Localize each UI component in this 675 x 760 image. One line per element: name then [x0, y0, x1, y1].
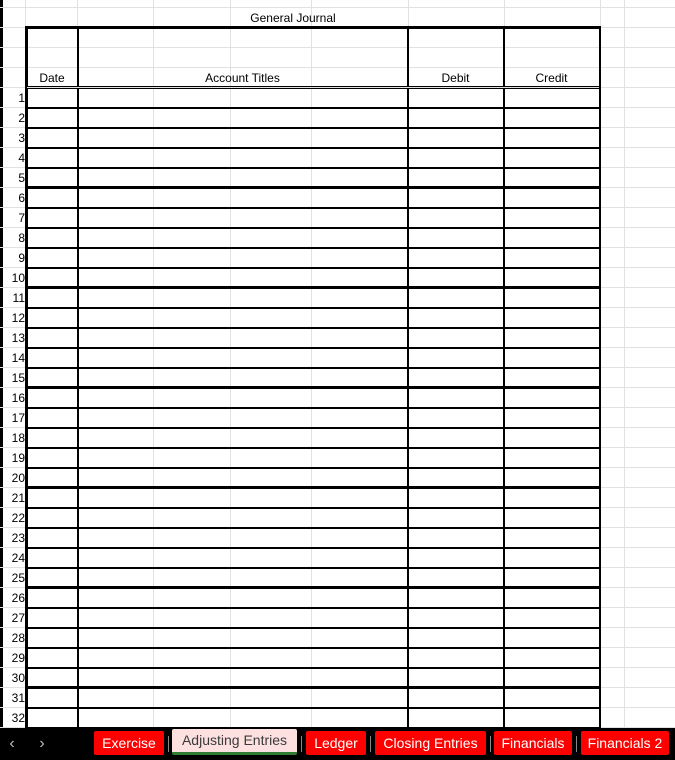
- journal-cell-account-title[interactable]: [78, 708, 408, 728]
- row-number: 25: [11, 571, 25, 585]
- journal-cell-debit[interactable]: [408, 368, 504, 388]
- journal-cell-account-title[interactable]: [78, 288, 408, 308]
- journal-cell-credit[interactable]: [504, 308, 600, 328]
- row-number: 12: [11, 311, 25, 325]
- journal-cell-account-title[interactable]: [78, 648, 408, 668]
- journal-cell-credit[interactable]: [504, 568, 600, 588]
- journal-cell-date[interactable]: [27, 528, 78, 548]
- journal-cell-credit[interactable]: [504, 168, 600, 188]
- journal-cell-account-title[interactable]: [78, 128, 408, 148]
- journal-cell-date[interactable]: [27, 248, 78, 268]
- journal-cell-credit[interactable]: [504, 148, 600, 168]
- journal-cell-account-title[interactable]: [78, 188, 408, 208]
- journal-cell-account-title[interactable]: [78, 308, 408, 328]
- journal-cell-debit[interactable]: [408, 348, 504, 368]
- row-number: 20: [11, 471, 25, 485]
- journal-cell-debit[interactable]: [408, 448, 504, 468]
- tab-separator: [301, 736, 302, 752]
- row-number: 29: [11, 651, 25, 665]
- journal-cell-debit[interactable]: [408, 328, 504, 348]
- journal-cell-date[interactable]: [27, 428, 78, 448]
- journal-cell-debit[interactable]: [408, 608, 504, 628]
- row-number: 13: [11, 331, 25, 345]
- journal-cell-account-title[interactable]: [78, 588, 408, 608]
- journal-cell-date[interactable]: [27, 628, 78, 648]
- grid-column-line: [624, 0, 625, 728]
- journal-cell-credit[interactable]: [504, 468, 600, 488]
- tab-separator: [370, 736, 371, 752]
- journal-cell-date[interactable]: [27, 188, 78, 208]
- tab-separator: [576, 736, 577, 752]
- row-number: 6: [18, 191, 25, 205]
- row-number: 9: [18, 251, 25, 265]
- journal-cell-credit[interactable]: [504, 488, 600, 508]
- journal-cell-credit[interactable]: [504, 608, 600, 628]
- journal-cell-date[interactable]: [27, 288, 78, 308]
- journal-cell-debit[interactable]: [408, 468, 504, 488]
- journal-cell-credit[interactable]: [504, 128, 600, 148]
- sheet-tab-adjusting-entries[interactable]: Adjusting Entries: [172, 729, 297, 755]
- row-number: 11: [12, 291, 25, 305]
- journal-cell-credit[interactable]: [504, 208, 600, 228]
- journal-cell-date[interactable]: [27, 688, 78, 708]
- journal-cell-credit[interactable]: [504, 288, 600, 308]
- journal-cell-date[interactable]: [27, 308, 78, 328]
- journal-cell-credit[interactable]: [504, 268, 600, 288]
- journal-cell-credit[interactable]: [504, 228, 600, 248]
- journal-cell-account-title[interactable]: [78, 148, 408, 168]
- journal-cell-date[interactable]: [27, 668, 78, 688]
- journal-cell-date[interactable]: [27, 648, 78, 668]
- journal-cell-debit[interactable]: [408, 628, 504, 648]
- row-number: 15: [11, 371, 25, 385]
- journal-cell-date[interactable]: [27, 108, 78, 128]
- journal-cell-debit[interactable]: [408, 548, 504, 568]
- row-number: 1: [18, 91, 25, 105]
- journal-cell-account-title[interactable]: [78, 248, 408, 268]
- journal-cell-debit[interactable]: [408, 188, 504, 208]
- row-number: 18: [11, 431, 25, 445]
- header-cell-debit: [408, 28, 504, 87]
- row-number: 22: [11, 511, 25, 525]
- journal-cell-debit[interactable]: [408, 648, 504, 668]
- journal-cell-date[interactable]: [27, 608, 78, 628]
- journal-cell-debit[interactable]: [408, 428, 504, 448]
- tab-separator: [168, 736, 169, 752]
- header-cell-account-title: [78, 28, 408, 87]
- journal-cell-debit[interactable]: [408, 408, 504, 428]
- row-number: 7: [18, 211, 25, 225]
- row-number: 14: [11, 351, 25, 365]
- sheet-tab-ledger[interactable]: Ledger: [306, 731, 366, 755]
- journal-cell-account-title[interactable]: [78, 268, 408, 288]
- journal-cell-account-title[interactable]: [78, 548, 408, 568]
- journal-cell-debit[interactable]: [408, 668, 504, 688]
- journal-cell-debit[interactable]: [408, 128, 504, 148]
- row-number: 19: [11, 451, 25, 465]
- journal-title: General Journal: [250, 11, 336, 25]
- sheet-tab-bar: [0, 728, 675, 760]
- journal-cell-date[interactable]: [27, 708, 78, 728]
- journal-cell-debit[interactable]: [408, 588, 504, 608]
- journal-cell-account-title[interactable]: [78, 388, 408, 408]
- journal-cell-credit[interactable]: [504, 448, 600, 468]
- journal-cell-debit[interactable]: [408, 688, 504, 708]
- journal-cell-account-title[interactable]: [78, 88, 408, 108]
- row-number: 4: [18, 151, 25, 165]
- journal-cell-debit[interactable]: [408, 288, 504, 308]
- journal-cell-account-title[interactable]: [78, 208, 408, 228]
- row-number: 16: [11, 391, 25, 405]
- journal-cell-account-title[interactable]: [78, 528, 408, 548]
- journal-cell-date[interactable]: [27, 388, 78, 408]
- journal-cell-debit[interactable]: [408, 268, 504, 288]
- journal-cell-credit[interactable]: [504, 368, 600, 388]
- row-number: 31: [11, 691, 25, 705]
- sheet-tab-financials[interactable]: Financials: [494, 731, 572, 755]
- journal-cell-credit[interactable]: [504, 428, 600, 448]
- journal-cell-debit[interactable]: [408, 508, 504, 528]
- journal-cell-account-title[interactable]: [78, 408, 408, 428]
- journal-cell-account-title[interactable]: [78, 628, 408, 648]
- header-account-titles: Account Titles: [205, 71, 280, 85]
- journal-cell-account-title[interactable]: [78, 108, 408, 128]
- journal-cell-debit[interactable]: [408, 148, 504, 168]
- journal-cell-date[interactable]: [27, 508, 78, 528]
- journal-cell-account-title[interactable]: [78, 688, 408, 708]
- journal-cell-credit[interactable]: [504, 628, 600, 648]
- journal-cell-credit[interactable]: [504, 408, 600, 428]
- row-number: 32: [11, 711, 25, 725]
- header-date: Date: [39, 71, 65, 85]
- journal-cell-account-title[interactable]: [78, 468, 408, 488]
- journal-cell-date[interactable]: [27, 88, 78, 108]
- journal-cell-account-title[interactable]: [78, 228, 408, 248]
- row-number: 3: [18, 131, 25, 145]
- journal-cell-date[interactable]: [27, 328, 78, 348]
- journal-cell-credit[interactable]: [504, 248, 600, 268]
- header-cell-date: [27, 28, 78, 87]
- journal-cell-credit[interactable]: [504, 528, 600, 548]
- header-debit: Debit: [441, 71, 470, 85]
- journal-cell-debit[interactable]: [408, 248, 504, 268]
- journal-cell-date[interactable]: [27, 128, 78, 148]
- journal-cell-account-title[interactable]: [78, 168, 408, 188]
- journal-cell-date[interactable]: [27, 568, 78, 588]
- row-header-bar: [0, 0, 3, 728]
- row-number: 28: [11, 631, 25, 645]
- journal-cell-credit[interactable]: [504, 708, 600, 728]
- journal-cell-date[interactable]: [27, 548, 78, 568]
- journal-cell-date[interactable]: [27, 228, 78, 248]
- row-number: 30: [11, 671, 25, 685]
- journal-cell-debit[interactable]: [408, 568, 504, 588]
- journal-cell-debit[interactable]: [408, 308, 504, 328]
- journal-cell-credit[interactable]: [504, 88, 600, 108]
- sheet-tab-closing-entries[interactable]: Closing Entries: [375, 731, 486, 755]
- journal-cell-credit[interactable]: [504, 548, 600, 568]
- row-number: 5: [18, 171, 25, 185]
- journal-cell-account-title[interactable]: [78, 428, 408, 448]
- journal-cell-date[interactable]: [27, 588, 78, 608]
- journal-cell-credit[interactable]: [504, 328, 600, 348]
- journal-cell-credit[interactable]: [504, 108, 600, 128]
- journal-cell-credit[interactable]: [504, 188, 600, 208]
- journal-cell-debit[interactable]: [408, 488, 504, 508]
- row-number: 17: [11, 411, 25, 425]
- journal-cell-date[interactable]: [27, 408, 78, 428]
- journal-cell-debit[interactable]: [408, 388, 504, 408]
- journal-cell-account-title[interactable]: [78, 608, 408, 628]
- row-number: 8: [18, 231, 25, 245]
- journal-cell-debit[interactable]: [408, 88, 504, 108]
- row-number: 27: [11, 611, 25, 625]
- row-number: 10: [11, 271, 25, 285]
- row-number: 23: [11, 531, 25, 545]
- journal-cell-debit[interactable]: [408, 168, 504, 188]
- sheet-tab-exercise[interactable]: Exercise: [94, 731, 164, 755]
- header-credit: Credit: [535, 71, 568, 85]
- grid-row-line: [0, 7, 675, 8]
- journal-cell-date[interactable]: [27, 468, 78, 488]
- journal-cell-credit[interactable]: [504, 668, 600, 688]
- journal-cell-credit[interactable]: [504, 348, 600, 368]
- tab-separator: [490, 736, 491, 752]
- journal-cell-date[interactable]: [27, 488, 78, 508]
- journal-cell-date[interactable]: [27, 368, 78, 388]
- journal-cell-debit[interactable]: [408, 228, 504, 248]
- journal-cell-date[interactable]: [27, 268, 78, 288]
- journal-cell-debit[interactable]: [408, 208, 504, 228]
- tab-scroll-left-icon[interactable]: ‹: [9, 735, 15, 752]
- journal-cell-account-title[interactable]: [78, 348, 408, 368]
- journal-cell-date[interactable]: [27, 348, 78, 368]
- journal-cell-account-title[interactable]: [78, 568, 408, 588]
- journal-cell-date[interactable]: [27, 148, 78, 168]
- journal-cell-credit[interactable]: [504, 648, 600, 668]
- journal-cell-account-title[interactable]: [78, 448, 408, 468]
- journal-cell-account-title[interactable]: [78, 368, 408, 388]
- journal-cell-credit[interactable]: [504, 688, 600, 708]
- journal-cell-debit[interactable]: [408, 528, 504, 548]
- journal-cell-date[interactable]: [27, 168, 78, 188]
- journal-cell-debit[interactable]: [408, 108, 504, 128]
- sheet-tab-financials-2[interactable]: Financials 2: [581, 731, 669, 755]
- row-number: 24: [11, 551, 25, 565]
- journal-cell-credit[interactable]: [504, 508, 600, 528]
- journal-cell-account-title[interactable]: [78, 668, 408, 688]
- journal-cell-account-title[interactable]: [78, 508, 408, 528]
- row-number: 2: [18, 111, 25, 125]
- header-cell-credit: [504, 28, 600, 87]
- journal-cell-account-title[interactable]: [78, 488, 408, 508]
- journal-cell-credit[interactable]: [504, 588, 600, 608]
- row-number: 26: [11, 591, 25, 605]
- row-number: 21: [11, 491, 25, 505]
- journal-cell-date[interactable]: [27, 208, 78, 228]
- journal-cell-account-title[interactable]: [78, 328, 408, 348]
- journal-cell-credit[interactable]: [504, 388, 600, 408]
- journal-cell-date[interactable]: [27, 448, 78, 468]
- journal-cell-debit[interactable]: [408, 708, 504, 728]
- tab-scroll-right-icon[interactable]: ›: [39, 735, 45, 752]
